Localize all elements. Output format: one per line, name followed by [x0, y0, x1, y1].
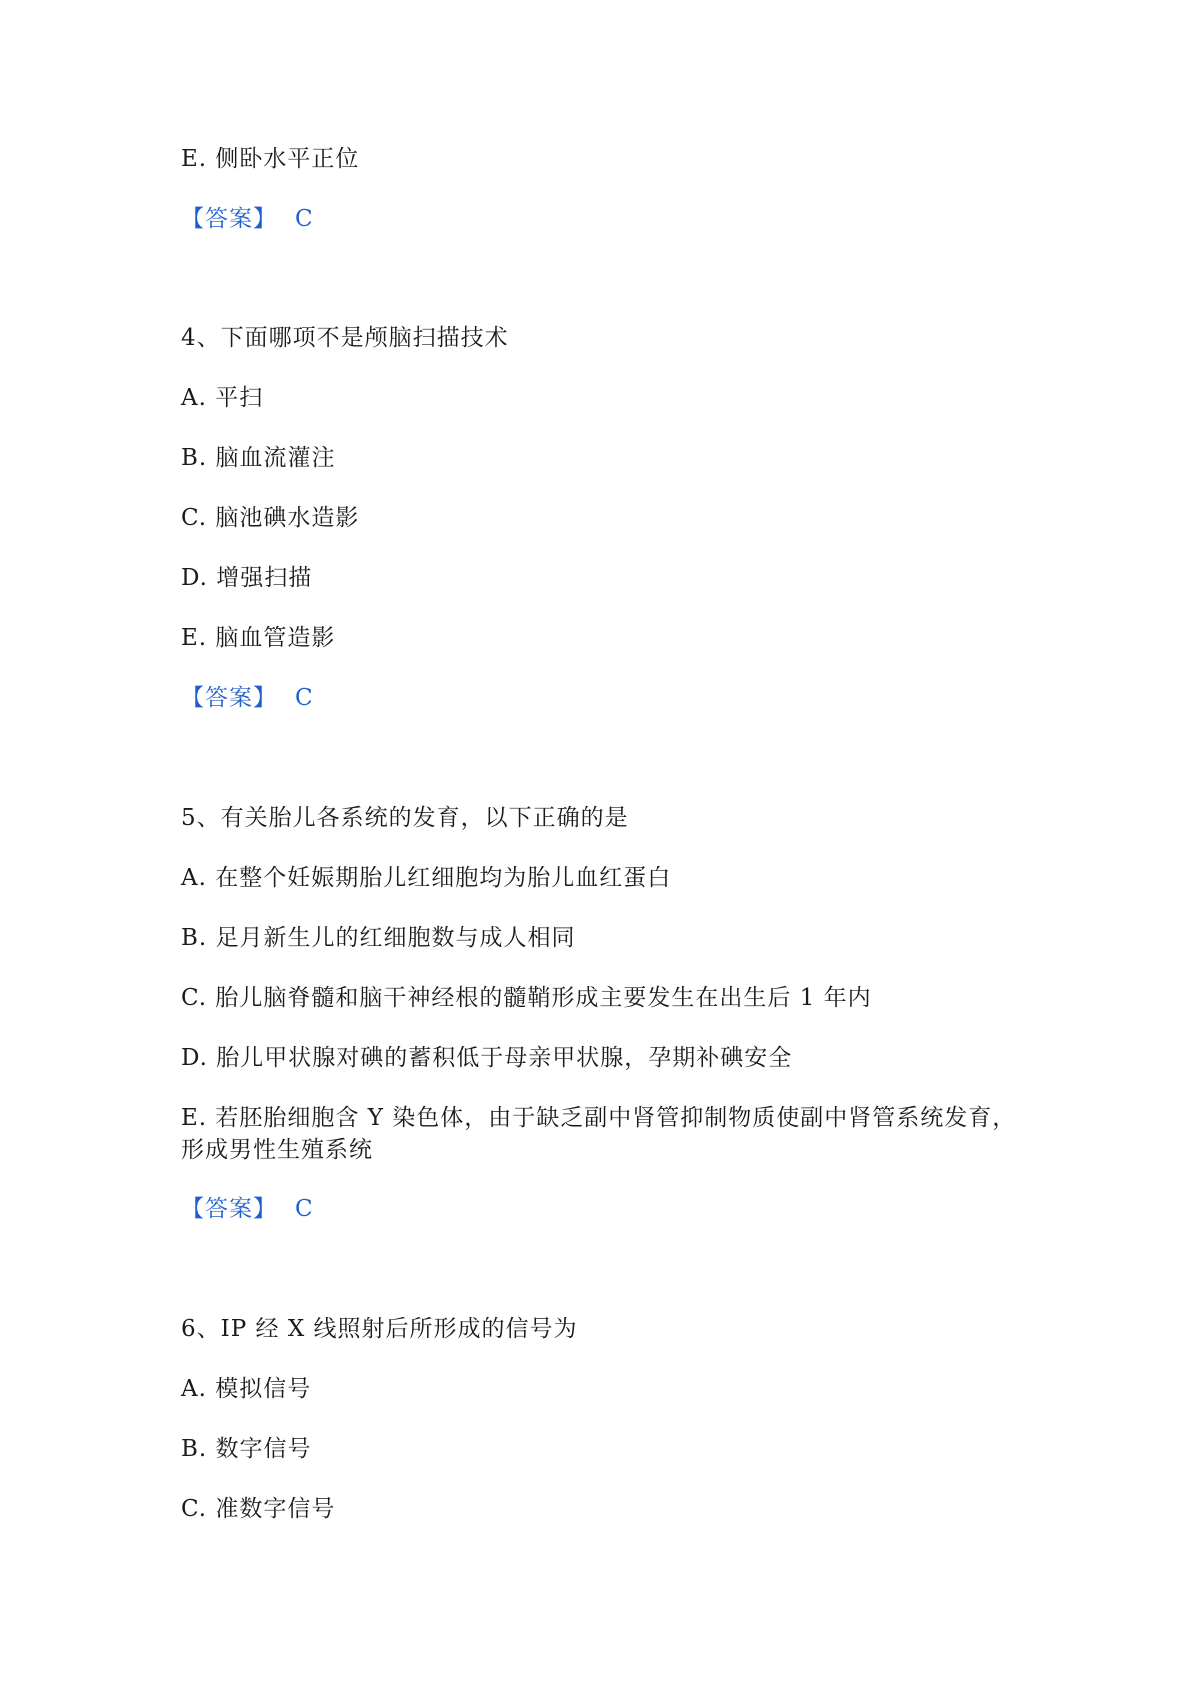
q5-stem: 5、有关胎儿各系统的发育，以下正确的是 [181, 805, 629, 831]
answer-value: C [295, 1196, 314, 1222]
answer-value: C [295, 685, 314, 711]
q6-option-a: A. 模拟信号 [181, 1376, 312, 1402]
q6-option-b: B. 数字信号 [181, 1436, 312, 1462]
q4-option-a: A. 平扫 [181, 385, 264, 411]
q3-option-e: E. 侧卧水平正位 [181, 146, 360, 172]
q4-answer [181, 683, 314, 713]
q3-answer [181, 204, 314, 234]
answer-label: 【答案】 [181, 206, 277, 232]
q5-option-e-continued: 形成男性生殖系统 [181, 1137, 373, 1163]
q5-option-e: E. 若胚胎细胞含 Y 染色体，由于缺乏副中肾管抑制物质使副中肾管系统发育， [181, 1105, 1017, 1131]
q5-option-d: D. 胎儿甲状腺对碘的蓄积低于母亲甲状腺，孕期补碘安全 [181, 1045, 793, 1071]
q4-stem: 4、下面哪项不是颅脑扫描技术 [181, 325, 509, 351]
q6-option-c: C. 准数字信号 [181, 1496, 336, 1522]
q5-option-a: A. 在整个妊娠期胎儿红细胞均为胎儿血红蛋白 [181, 865, 672, 891]
q5-option-b: B. 足月新生儿的红细胞数与成人相同 [181, 925, 576, 951]
q4-option-b: B. 脑血流灌注 [181, 445, 336, 471]
q4-option-d: D. 增强扫描 [181, 565, 313, 591]
answer-value: C [295, 206, 314, 232]
q6-stem: 6、IP 经 X 线照射后所形成的信号为 [181, 1316, 578, 1342]
q5-answer [181, 1194, 314, 1224]
q4-option-c: C. 脑池碘水造影 [181, 505, 360, 531]
q5-option-c: C. 胎儿脑脊髓和脑干神经根的髓鞘形成主要发生在出生后 1 年内 [181, 985, 872, 1011]
q4-option-e: E. 脑血管造影 [181, 625, 336, 651]
answer-label: 【答案】 [181, 1196, 277, 1222]
answer-label: 【答案】 [181, 685, 277, 711]
